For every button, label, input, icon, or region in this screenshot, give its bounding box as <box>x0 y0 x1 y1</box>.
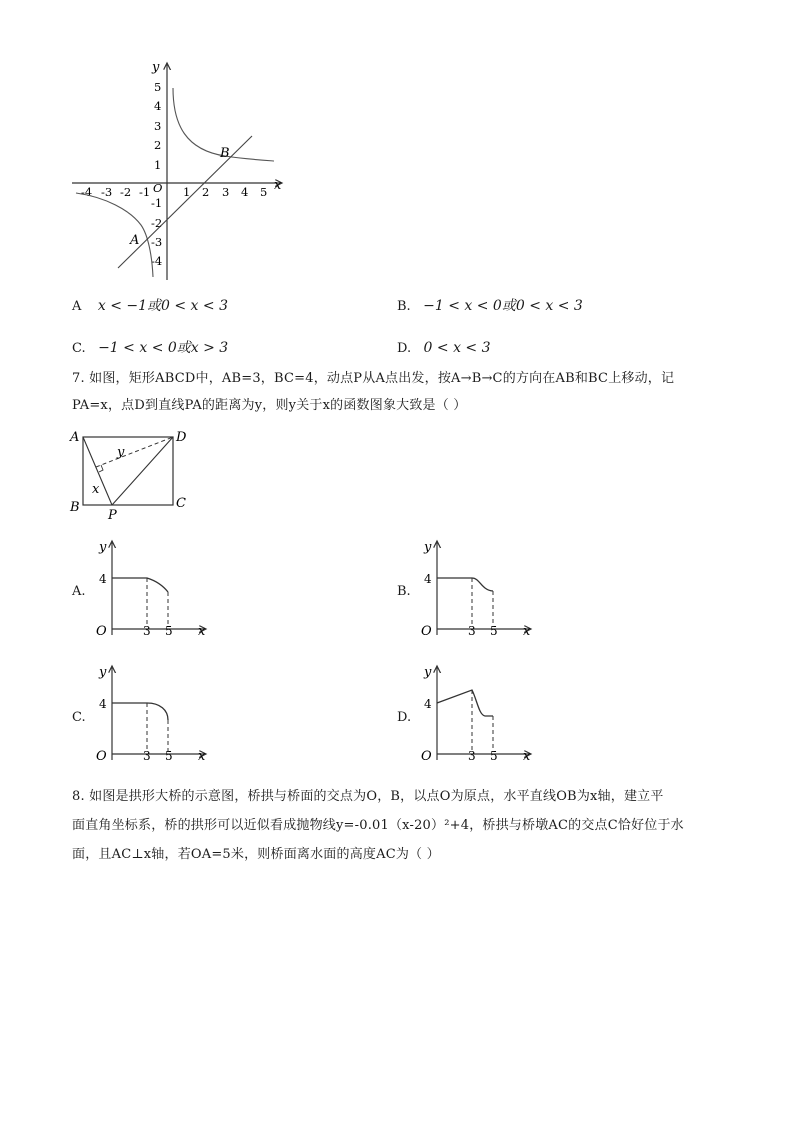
x-tick-5: 5 <box>490 749 498 763</box>
x-tick: 1 <box>183 185 191 199</box>
q7-graph-a[interactable] <box>90 535 215 645</box>
x-tick: -4 <box>81 185 93 199</box>
hyperbola-branch-left <box>76 193 153 277</box>
function-curve <box>112 703 168 720</box>
label-b: B <box>70 500 80 515</box>
label-p: P <box>108 508 117 520</box>
x-tick-5: 5 <box>490 624 498 638</box>
x-tick-5: 5 <box>165 624 173 638</box>
x-tick: -2 <box>120 185 132 199</box>
q6-option-c[interactable] <box>72 339 228 358</box>
x-tick-3: 3 <box>468 624 476 638</box>
x-axis-label: x <box>523 624 531 639</box>
q7-graph-c[interactable] <box>90 660 215 770</box>
q6-option-d[interactable] <box>397 339 491 358</box>
y-tick-4: 4 <box>424 697 432 711</box>
y-axis-label: y <box>424 540 432 555</box>
label-y: y <box>117 445 125 460</box>
x-tick-3: 3 <box>143 624 151 638</box>
q7-text-line-2: PA=x，点D到直线PA的距离为y，则y关于x的函数图象大致是（ ） <box>72 398 467 413</box>
q6-option-a[interactable] <box>72 297 228 316</box>
x-tick-3: 3 <box>143 749 151 763</box>
option-text: x < −1或0 < x < 3 <box>97 298 228 314</box>
q8-text-line-1: 8. 如图是拱形大桥的示意图，桥拱与桥面的交点为O，B，以点O为原点，水平直线OB为x轴，建立平 <box>72 789 664 804</box>
x-tick: 2 <box>202 185 210 199</box>
q7-option-a-label[interactable]: A. <box>72 584 86 599</box>
x-tick: -1 <box>139 185 151 199</box>
y-tick: 5 <box>154 80 162 94</box>
x-tick-3: 3 <box>468 749 476 763</box>
x-tick-5: 5 <box>165 749 173 763</box>
function-curve <box>112 578 168 592</box>
x-tick: -3 <box>101 185 113 199</box>
y-axis-label: y <box>99 540 107 555</box>
q7-option-d-label[interactable]: D. <box>397 710 412 725</box>
q7-option-c-label[interactable]: C. <box>72 710 86 725</box>
origin-label: O <box>421 749 432 764</box>
origin-label: O <box>96 749 107 764</box>
option-letter: D. <box>397 341 412 356</box>
y-tick-4: 4 <box>99 572 107 586</box>
option-letter: B. <box>397 299 411 314</box>
q8-text-line-2: 面直角坐标系，桥的拱形可以近似看成抛物线y=-0.01（x-20）²+4，桥拱与桥墩AC的交点C恰好位于水 <box>72 818 684 833</box>
y-tick: 3 <box>154 119 162 133</box>
label-a: A <box>70 430 80 445</box>
q7-graph-b[interactable] <box>415 535 540 645</box>
y-tick: -2 <box>151 216 163 230</box>
y-tick: -1 <box>151 196 163 210</box>
y-tick-4: 4 <box>424 572 432 586</box>
y-tick: 1 <box>154 158 162 172</box>
point-a-label: A <box>130 233 140 248</box>
x-axis-label: x <box>198 624 206 639</box>
x-axis-label: x <box>198 749 206 764</box>
q7-rectangle-figure <box>62 425 197 520</box>
y-axis-label: y <box>424 665 432 680</box>
y-tick: -4 <box>151 254 163 268</box>
linear-function-line <box>118 136 252 268</box>
origin-label: O <box>153 181 163 195</box>
q8-text-line-3: 面，且AC⊥x轴，若OA=5米，则桥面离水面的高度AC为（ ） <box>72 847 440 862</box>
label-c: C <box>176 496 186 511</box>
x-tick: 3 <box>222 185 230 199</box>
origin-label: O <box>421 624 432 639</box>
function-curve <box>437 578 493 591</box>
y-tick: -3 <box>151 235 163 249</box>
label-d: D <box>176 430 187 445</box>
x-axis-label: x <box>274 178 282 193</box>
y-tick: 2 <box>154 138 162 152</box>
label-x: x <box>92 482 100 497</box>
option-text: 0 < x < 3 <box>423 340 491 356</box>
q6-function-graph <box>60 55 300 285</box>
q7-option-b-label[interactable]: B. <box>397 584 411 599</box>
option-text: −1 < x < 0或0 < x < 3 <box>423 298 583 314</box>
option-letter: A <box>72 299 82 314</box>
function-curve <box>437 690 493 716</box>
x-axis-label: x <box>523 749 531 764</box>
x-tick: 4 <box>241 185 249 199</box>
y-tick-4: 4 <box>99 697 107 711</box>
origin-label: O <box>96 624 107 639</box>
y-axis-label: y <box>99 665 107 680</box>
q7-graph-d[interactable] <box>415 660 540 770</box>
option-text: −1 < x < 0或x > 3 <box>98 340 229 356</box>
q6-option-b[interactable] <box>397 297 583 316</box>
option-letter: C. <box>72 341 86 356</box>
q7-text-line-1: 7. 如图，矩形ABCD中，AB=3，BC=4，动点P从A点出发，按A→B→C的方向在AB和BC上移动，记 <box>72 371 675 386</box>
x-tick: 5 <box>260 185 268 199</box>
perpendicular-dashed <box>96 437 173 467</box>
y-axis-label: y <box>152 60 160 75</box>
point-b-label: B <box>220 146 230 161</box>
y-tick: 4 <box>154 99 162 113</box>
